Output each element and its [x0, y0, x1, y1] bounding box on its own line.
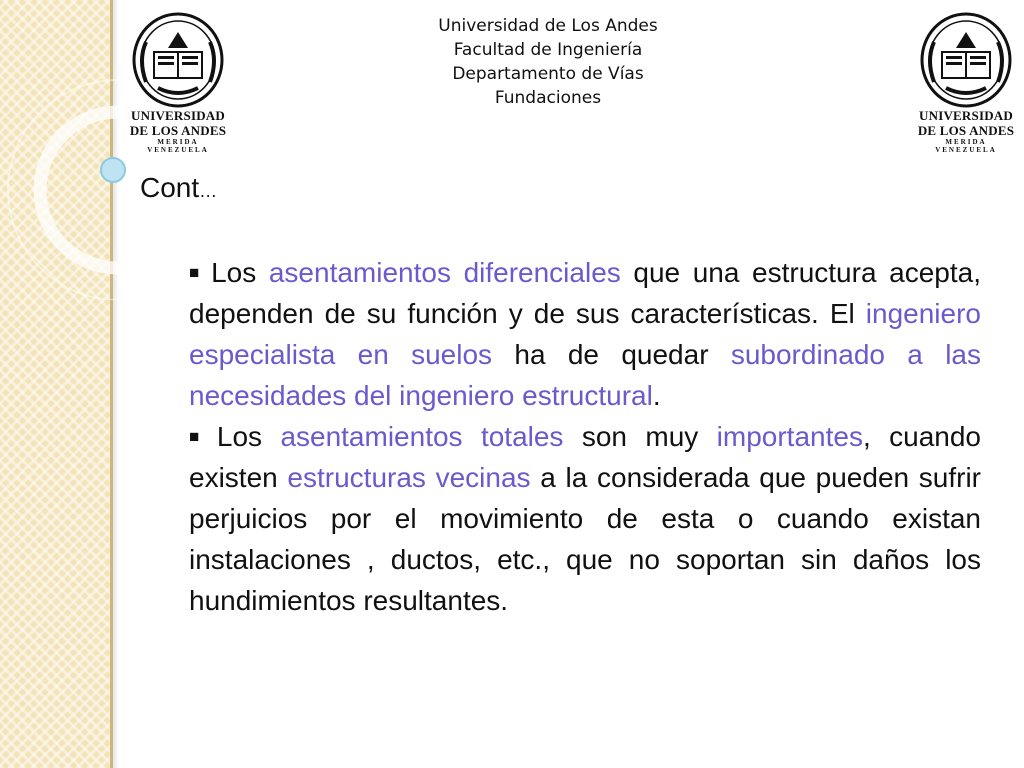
- bullet-text: [189, 257, 981, 411]
- header-department: Departamento de Vías: [452, 64, 644, 84]
- body-text: , cuando existen: [189, 421, 981, 493]
- bullet-item-2: [189, 416, 981, 621]
- slide-heading-ellipsis: …: [199, 181, 218, 201]
- university-logo-right: [916, 12, 1016, 152]
- body-text: ha de quedar: [492, 339, 731, 370]
- body-text: a la considerada que pueden sufrir perjuicios por el movimiento de esta o cuando existan instalaciones , ductos, etc., que no soportan sin daños los hundimientos resultantes.: [189, 462, 982, 616]
- university-seal-icon: [128, 12, 228, 108]
- square-bullet-icon: ■: [189, 427, 210, 446]
- slide-header: [380, 14, 716, 110]
- logo-wordmark-place: MERIDA VENEZUELA: [147, 138, 209, 154]
- bullet-item-1: [189, 252, 981, 416]
- logo-wordmark-place: MERIDA VENEZUELA: [935, 138, 997, 154]
- bullet-list: [189, 252, 981, 621]
- header-course: Fundaciones: [494, 88, 602, 108]
- logo-wordmark-line2: DE LOS ANDES: [129, 123, 227, 138]
- university-logo-left: [128, 12, 228, 152]
- highlighted-term: estructuras vecinas: [287, 462, 531, 493]
- body-text: Los: [211, 257, 269, 288]
- header-university: Universidad de Los Andes: [438, 16, 658, 36]
- body-text: son muy: [563, 421, 717, 452]
- highlighted-term: importantes: [716, 421, 863, 452]
- logo-wordmark-line1: UNIVERSIDAD: [919, 108, 1013, 123]
- slide-heading: [140, 172, 217, 204]
- body-text: .: [652, 380, 661, 411]
- decorative-dot: [101, 158, 125, 182]
- bullet-text: [189, 421, 981, 616]
- slide-heading-text: Cont: [140, 172, 200, 203]
- university-seal-icon: [916, 12, 1016, 108]
- logo-wordmark-line2: DE LOS ANDES: [917, 123, 1015, 138]
- body-text: Los: [216, 421, 281, 452]
- body-text: que una estructura acepta, dependen de su función y de sus características. El: [189, 257, 981, 329]
- logo-wordmark-line1: UNIVERSIDAD: [131, 108, 225, 123]
- highlighted-term: asentamientos totales: [280, 421, 564, 452]
- highlighted-term: asentamientos diferenciales: [268, 257, 621, 288]
- highlighted-term: ingeniero especialista en suelos: [189, 298, 981, 370]
- highlighted-term: subordinado a las necesidades del ingeniero estructural: [189, 339, 981, 411]
- square-bullet-icon: ■: [189, 263, 205, 282]
- header-faculty: Facultad de Ingeniería: [453, 40, 643, 60]
